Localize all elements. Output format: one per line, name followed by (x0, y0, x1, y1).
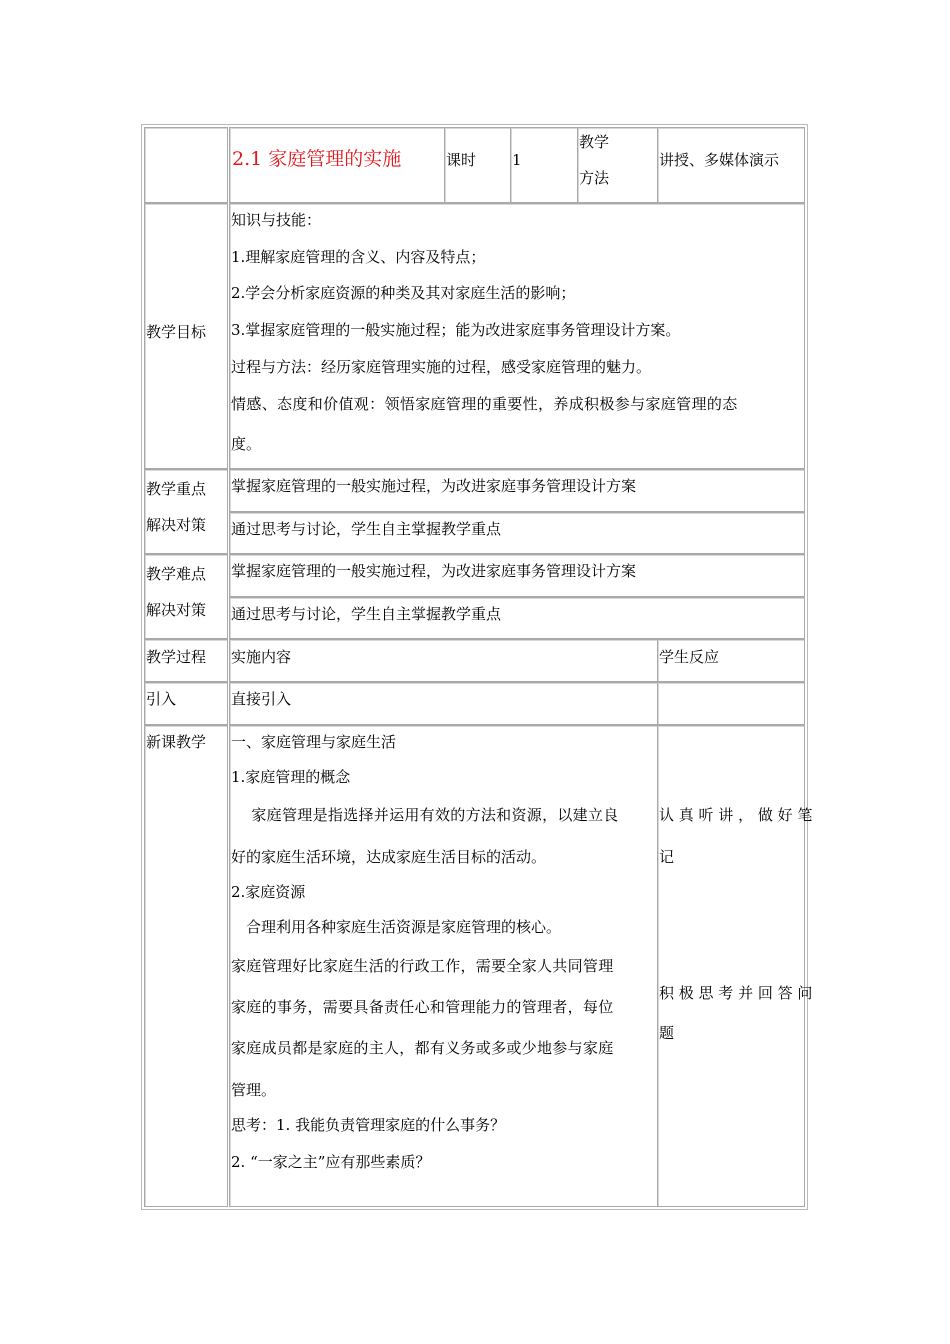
process-response-header-cell (657, 639, 805, 682)
objectives-line: 情感、态度和价值观：领悟家庭管理的重要性，养成积极参与家庭管理的态 (231, 395, 738, 413)
intro-label-cell (144, 682, 228, 725)
new-lesson-response-cell (657, 725, 813, 1207)
difficult-point-cell (229, 554, 805, 597)
difficult-points-label-cell (144, 554, 228, 639)
intro-label: 引入 (146, 690, 177, 708)
new-lesson-line: 家庭管理是指选择并运用有效的方法和资源，以建立良 (231, 806, 619, 824)
process-content-header-cell (229, 639, 658, 682)
intro-response-cell (657, 682, 805, 725)
method-value-cell (657, 127, 805, 203)
difficult-points-label-line2: 解决对策 (146, 601, 207, 619)
new-lesson-line: 管理。 (231, 1081, 277, 1099)
title-cell (229, 127, 445, 203)
new-lesson-response-line: 认 真 听 讲 ， 做 好 笔 (659, 806, 813, 824)
new-lesson-response-line: 积 极 思 考 并 回 答 问 (659, 984, 813, 1002)
lesson-title: 2.1 家庭管理的实施 (232, 148, 402, 170)
key-points-label-line2: 解决对策 (146, 516, 207, 534)
objectives-label-cell (144, 203, 228, 469)
difficult-strategy-cell (229, 597, 805, 639)
objectives-label: 教学目标 (146, 323, 207, 341)
period-label: 课时 (446, 151, 477, 169)
objectives-line: 知识与技能： (231, 211, 322, 229)
new-lesson-line: 1.家庭管理的概念 (231, 768, 351, 786)
intro-content-cell (229, 682, 658, 725)
process-label-cell (144, 639, 228, 682)
difficult-points-label-line1: 教学难点 (146, 565, 207, 583)
process-response-header: 学生反应 (659, 648, 720, 666)
objectives-line: 1.理解家庭管理的含义、内容及特点； (231, 248, 486, 266)
method-value: 讲授、多媒体演示 (659, 151, 780, 169)
new-lesson-line: 家庭的事务，需要具备责任心和管理能力的管理者，每位 (231, 998, 614, 1016)
new-lesson-content-cell (229, 725, 658, 1207)
new-lesson-response-line: 题 (659, 1024, 675, 1042)
objectives-line: 3.掌握家庭管理的一般实施过程；能为改进家庭事务管理设计方案。 (231, 321, 681, 339)
period-value: 1 (512, 151, 522, 169)
new-lesson-response-line: 记 (659, 848, 675, 866)
new-lesson-label-cell (144, 725, 228, 1207)
period-value-cell (510, 127, 578, 203)
key-points-label-line1: 教学重点 (146, 480, 207, 498)
key-points-label-cell (144, 469, 228, 554)
process-label: 教学过程 (146, 648, 207, 666)
key-strategy-text: 通过思考与讨论，学生自主掌握教学重点 (231, 520, 502, 538)
new-lesson-line: 2.家庭资源 (231, 883, 306, 901)
new-lesson-line: 家庭管理好比家庭生活的行政工作，需要全家人共同管理 (231, 957, 614, 975)
method-label-line1: 教学 (579, 133, 610, 151)
difficult-point-text: 掌握家庭管理的一般实施过程，为改进家庭事务管理设计方案 (231, 562, 637, 580)
period-label-cell (444, 127, 512, 203)
objectives-content-cell (229, 203, 805, 469)
key-point-cell (229, 469, 805, 512)
process-content-header: 实施内容 (231, 648, 292, 666)
intro-content: 直接引入 (231, 690, 292, 708)
method-label-cell (577, 127, 658, 203)
method-label-line2: 方法 (579, 169, 610, 187)
new-lesson-line: 2. “一家之主”应有那些素质？ (231, 1153, 431, 1171)
key-strategy-cell (229, 512, 805, 554)
objectives-line: 度。 (231, 435, 262, 453)
difficult-strategy-text: 通过思考与讨论，学生自主掌握教学重点 (231, 605, 502, 623)
objectives-line: 2.学会分析家庭资源的种类及其对家庭生活的影响； (231, 284, 576, 302)
header-blank-cell (144, 127, 228, 203)
new-lesson-line: 家庭成员都是家庭的主人，都有义务或多或少地参与家庭 (231, 1039, 614, 1057)
new-lesson-line: 好的家庭生活环境，达成家庭生活目标的活动。 (231, 848, 547, 866)
key-point-text: 掌握家庭管理的一般实施过程，为改进家庭事务管理设计方案 (231, 477, 637, 495)
new-lesson-line: 合理利用各种家庭生活资源是家庭管理的核心。 (231, 918, 562, 936)
new-lesson-label: 新课教学 (146, 733, 207, 751)
new-lesson-line: 一、家庭管理与家庭生活 (231, 733, 397, 751)
objectives-line: 过程与方法：经历家庭管理实施的过程，感受家庭管理的魅力。 (231, 358, 652, 376)
new-lesson-line: 思考：1. 我能负责管理家庭的什么事务？ (231, 1116, 506, 1134)
